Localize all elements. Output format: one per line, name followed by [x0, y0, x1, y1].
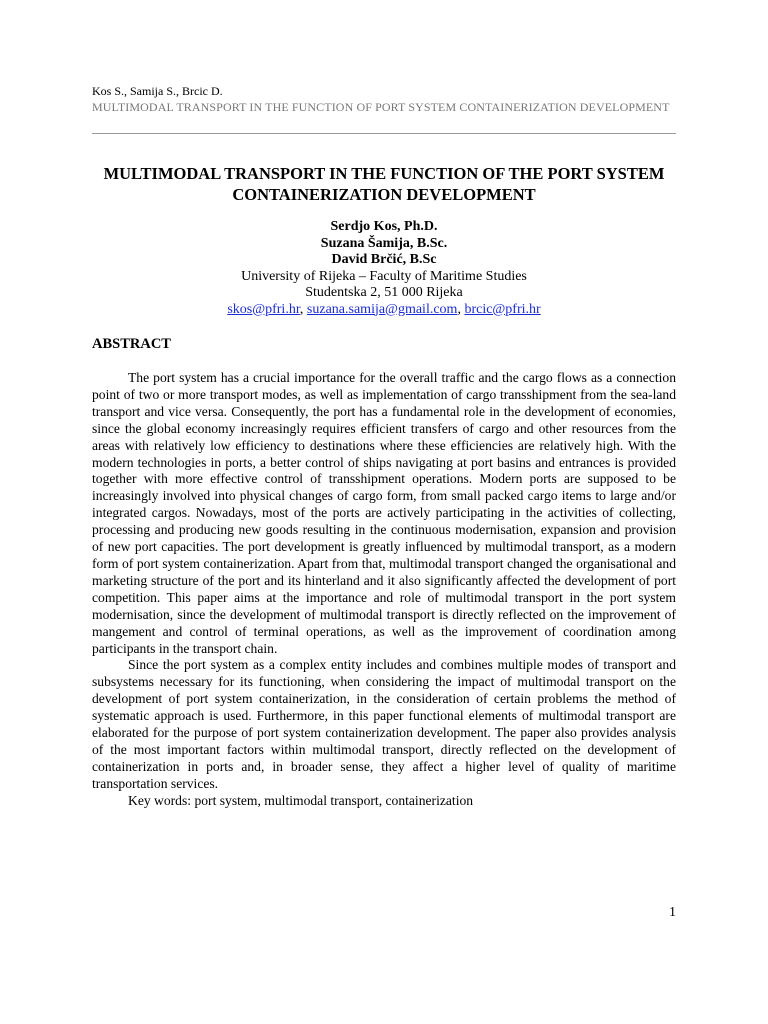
author-block	[92, 219, 676, 318]
author-name: David Brčić, B.Sc	[331, 252, 437, 267]
affiliation: University of Rijeka – Faculty of Maritime Studies	[241, 268, 527, 284]
author-name: Suzana Šamija, B.Sc.	[320, 235, 448, 251]
author-name: Serdjo Kos, Ph.D.	[330, 219, 438, 234]
header-divider	[92, 133, 676, 134]
running-header-authors: Kos S., Samija S., Brcic D.	[92, 84, 223, 98]
abstract-heading: ABSTRACT	[92, 336, 171, 352]
email-link[interactable]: brcic@pfri.hr	[464, 301, 541, 317]
running-header-title: MULTIMODAL TRANSPORT IN THE FUNCTION OF PORT SYSTEM CONTAINERIZATION DEVELOPMENT	[92, 100, 670, 114]
keywords: Key words: port system, multimodal transport, containerization	[128, 792, 474, 808]
page-number: 1	[669, 905, 676, 920]
email-link[interactable]: suzana.samija@gmail.com	[306, 301, 458, 317]
abstract-body	[92, 370, 676, 810]
running-header	[92, 83, 676, 115]
email-link[interactable]: skos@pfri.hr	[227, 301, 300, 317]
abstract-paragraph: Since the port system as a complex entity includes and combines multiple modes of transport and subsystems necessary for its functioning, when considering the impact of multimodal transport on the development of port system containerization, in the consideration of certain problems the method of systematic approach is used. Furthermore, in this paper functional elements of multimodal transport are elaborated for the purpose of port system containerization development. The paper also provides analysis of the most important factors within multimodal transport, directly reflected on the development of containerization in ports and, in broader sense, they affect a higher level of quality of maritime transportation services.	[92, 657, 676, 791]
abstract-paragraph: The port system has a crucial importance for the overall traffic and the cargo flows as a connection point of two or more transport modes, as well as implementation of cargo transshipment from the sea-land transport and vice versa. Consequently, the port has a fundamental role in the development of economies, since the global economy increasingly requires efficient transfers of cargo and other resources from the areas with relatively low efficiency to destinations where these efficiencies are relatively high. With the modern technologies in ports, a better control of ships navigating at port basins and entrances is provided together with more effective control of transshipment operations. Modern ports are supposed to be increasingly involved into physical changes of cargo form, from small packed cargo items to large and/or integrated cargos. Nowadays, most of the ports are actively participating in the activities of collecting, processing and producing new goods resulting in the continuous modernisation, expansion and provision of new port capacities. The port development is greatly influenced by multimodal transport, as a modern form of port system containerization. Apart from that, multimodal transport changed the organisational and marketing structure of the port and its hinterland and it also significantly affected the development of port competition. This paper aims at the importance and role of multimodal transport in the port system modernisation, since the development of multimodal transport is directly reflected on the improvement of mangement and control of terminal operations, as well as the improvement of coordination among participants in the transport chain.	[92, 370, 676, 656]
email-separator: ,	[457, 301, 465, 317]
email-list	[92, 302, 676, 319]
email-separator: ,	[299, 301, 307, 317]
paper-title: MULTIMODAL TRANSPORT IN THE FUNCTION OF THE PORT SYSTEM CONTAINERIZATION DEVELOPMENT	[103, 164, 665, 204]
address: Studentska 2, 51 000 Rijeka	[305, 285, 463, 300]
